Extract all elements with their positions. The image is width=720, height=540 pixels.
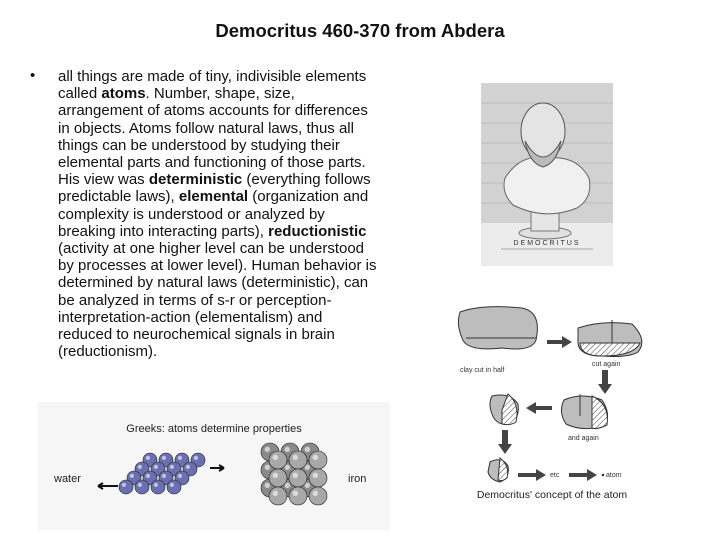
water-atom <box>119 480 133 494</box>
text-line <box>58 171 376 188</box>
text-segment: breaking into interacting parts), <box>58 222 269 240</box>
text-segment: called <box>58 85 102 103</box>
step3-label: and again <box>568 435 599 442</box>
democritus-bust-image <box>481 83 613 266</box>
text-line <box>58 326 376 343</box>
arrow-down-icon <box>598 370 612 394</box>
iron-atom <box>309 487 327 505</box>
text-segment: things can be understood by studying their <box>58 136 340 154</box>
text-line <box>58 343 376 360</box>
text-segment: (everything follows <box>242 171 371 189</box>
text-segment: (reductionism). <box>58 343 158 361</box>
text-line <box>58 154 376 171</box>
iron-atom <box>269 487 287 505</box>
text-line <box>58 188 376 205</box>
text-line <box>58 223 376 240</box>
text-line <box>58 206 376 223</box>
text-line <box>58 240 376 257</box>
water-atom <box>167 480 181 494</box>
bold-term: atoms <box>101 85 146 103</box>
text-segment: interpretation-action (elementalism) and <box>58 308 323 326</box>
text-segment: in objects. Atoms follow natural laws, thus all <box>58 119 354 137</box>
text-line <box>58 120 376 137</box>
text-segment: arrangement of atoms accounts for differences <box>58 102 368 120</box>
text-line <box>58 102 376 119</box>
arrow-left-icon <box>526 402 552 414</box>
arrow-right-icon <box>547 336 572 348</box>
text-line <box>58 292 376 309</box>
bullet-text <box>58 68 376 360</box>
bold-term: deterministic <box>148 171 243 189</box>
iron-atom <box>269 469 287 487</box>
text-segment: reduced to neurochemical signals in brain <box>58 326 335 344</box>
text-line <box>58 85 376 102</box>
text-line <box>58 274 376 291</box>
bust-caption: DEMOCRITUS <box>513 240 581 247</box>
text-segment: His view was <box>58 171 149 189</box>
text-segment: complexity is understood or analyzed by <box>58 205 325 223</box>
arrow-down-icon <box>498 430 512 454</box>
bold-term: reductionistic <box>268 222 367 240</box>
arrow-right-icon <box>518 469 546 481</box>
iron-atom <box>309 451 327 469</box>
iron-atom <box>289 451 307 469</box>
water-label: water <box>54 473 81 485</box>
iron-atom <box>289 469 307 487</box>
text-segment: determined by natural laws (deterministic), can <box>58 274 369 292</box>
greeks-heading: Greeks: atoms determine properties <box>126 423 302 435</box>
iron-atom <box>309 469 327 487</box>
etc-label: etc <box>550 472 560 479</box>
text-segment: be analyzed in terms of s-r or perception- <box>58 291 332 309</box>
iron-atom <box>269 451 287 469</box>
text-segment: predictable laws), <box>58 188 179 206</box>
text-segment: (activity at one higher level can be understood <box>58 240 365 258</box>
text-line <box>58 309 376 326</box>
text-line <box>58 137 376 154</box>
text-line <box>58 257 376 274</box>
slide-title: Democritus 460-370 from Abdera <box>215 20 505 41</box>
diagram-caption: Democritus' concept of the atom <box>476 489 628 501</box>
text-segment: (organization and <box>248 188 369 206</box>
bullet-marker: • <box>30 67 36 84</box>
atom-concept-diagram <box>452 300 652 505</box>
greeks-atoms-image <box>38 402 390 530</box>
text-segment: all things are made of tiny, indivisible elements <box>58 68 367 85</box>
step2-label: cut again <box>592 361 621 368</box>
iron-label: iron <box>348 473 367 485</box>
iron-atom <box>289 487 307 505</box>
step1-label: clay cut in half <box>460 367 505 374</box>
atom-label: atom <box>606 472 622 479</box>
text-segment: by processes at lower level). Human behavior is <box>58 257 377 275</box>
water-atom <box>135 480 149 494</box>
arrow-right-icon <box>569 469 597 481</box>
text-segment: elemental parts and functioning of those parts. <box>58 154 366 172</box>
water-atom <box>151 480 165 494</box>
text-segment: . Number, shape, size, <box>145 85 295 103</box>
iron-atom-cluster <box>261 443 327 505</box>
text-line <box>58 68 376 85</box>
bold-term: elemental <box>178 188 249 206</box>
